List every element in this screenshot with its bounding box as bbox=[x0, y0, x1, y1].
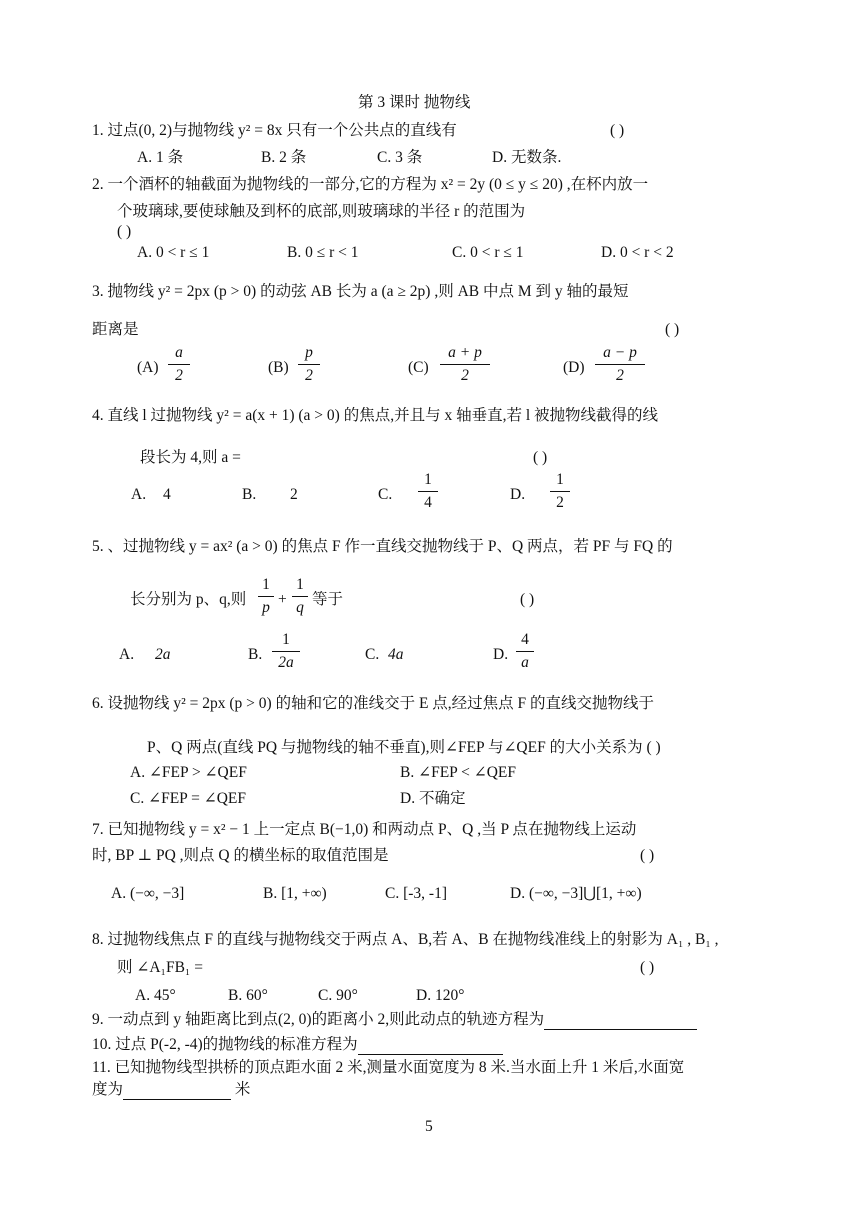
question-5-plus-sign: + bbox=[278, 591, 287, 608]
question-5-option-a-value: 2a bbox=[155, 646, 171, 663]
question-6-line-1: 6. 设抛物线 y² = 2px (p > 0) 的轴和它的准线交于 E 点,经过焦点 F 的直线交抛物线于 bbox=[92, 695, 655, 712]
question-1-option-c: C. 3 条 bbox=[377, 149, 423, 166]
question-8-line-2: 则 ∠A₁FB₁ = bbox=[117, 959, 203, 976]
fraction-denominator: 2 bbox=[461, 367, 469, 384]
question-4-option-d-fraction bbox=[550, 470, 570, 513]
question-6-line-2: P、Q 两点(直线 PQ 与抛物线的轴不垂直),则∠FEP 与∠QEF 的大小关系为 ( ) bbox=[147, 739, 661, 756]
question-2-option-d: D. 0 < r < 2 bbox=[601, 244, 674, 261]
question-3-option-c-fraction bbox=[440, 343, 490, 386]
question-6-option-d: D. 不确定 bbox=[400, 790, 466, 807]
fraction-denominator: 2 bbox=[305, 367, 313, 384]
fraction-numerator: a + p bbox=[448, 344, 482, 361]
question-2-option-c: C. 0 < r ≤ 1 bbox=[452, 244, 524, 261]
question-2-option-b: B. 0 ≤ r < 1 bbox=[287, 244, 359, 261]
question-4-option-d-label: D. bbox=[510, 486, 526, 503]
question-3-option-d-fraction bbox=[595, 343, 645, 386]
fraction-denominator: a bbox=[521, 654, 529, 671]
question-10-answer-blank[interactable] bbox=[358, 1040, 503, 1055]
question-6-option-c: C. ∠FEP = ∠QEF bbox=[130, 790, 246, 807]
question-8-answer-paren: ( ) bbox=[640, 959, 655, 976]
question-5-answer-paren: ( ) bbox=[520, 591, 535, 608]
question-7-line-2: 时, BP ⊥ PQ ,则点 Q 的横坐标的取值范围是 bbox=[92, 847, 389, 864]
question-5-line-2-suffix: 等于 bbox=[312, 591, 344, 608]
question-4-option-a-label: A. bbox=[131, 486, 147, 503]
fraction-denominator: 2 bbox=[556, 494, 564, 511]
question-4-answer-paren: ( ) bbox=[533, 449, 548, 466]
question-8-option-a: A. 45° bbox=[135, 987, 176, 1004]
question-3-option-a-fraction bbox=[168, 343, 190, 386]
question-7-line-1: 7. 已知抛物线 y = x² − 1 上一定点 B(−1,0) 和两动点 P、Q ,当 P 点在抛物线上运动 bbox=[92, 821, 637, 838]
question-2-answer-paren: ( ) bbox=[117, 223, 132, 240]
question-4-line-1: 4. 直线 l 过抛物线 y² = a(x + 1) (a > 0) 的焦点,并且与 x 轴垂直,若 l 被抛物线截得的线 bbox=[92, 407, 659, 424]
fraction-denominator: p bbox=[262, 599, 270, 616]
fraction-numerator: 1 bbox=[556, 471, 564, 488]
question-2-option-a: A. 0 < r ≤ 1 bbox=[137, 244, 210, 261]
question-5-option-b-label: B. bbox=[248, 646, 263, 663]
fraction-numerator: 1 bbox=[262, 576, 270, 593]
question-3-option-c-label: (C) bbox=[408, 359, 429, 376]
question-1-text: 1. 过点(0, 2)与抛物线 y² = 8x 只有一个公共点的直线有 bbox=[92, 122, 457, 139]
question-1-option-d: D. 无数条. bbox=[492, 149, 562, 166]
question-11-line-2 bbox=[92, 1080, 250, 1100]
page-number: 5 bbox=[425, 1118, 433, 1135]
question-5-line-2-prefix: 长分别为 p、q,则 bbox=[130, 591, 247, 608]
question-5-line-1: 5. 、过抛物线 y = ax² (a > 0) 的焦点 F 作一直线交抛物线于 P、Q 两点，若 PF 与 FQ 的 bbox=[92, 538, 673, 555]
question-11-line-1: 11. 已知抛物线型拱桥的顶点距水面 2 米,测量水面宽度为 8 米.当水面上升 1 米后,水面宽 bbox=[92, 1059, 685, 1076]
question-1-option-a: A. 1 条 bbox=[137, 149, 184, 166]
question-5-option-c-label: C. bbox=[365, 646, 380, 663]
question-3-option-a-label: (A) bbox=[137, 359, 159, 376]
question-3-option-b-label: (B) bbox=[268, 359, 289, 376]
question-5-option-c-value: 4a bbox=[388, 646, 404, 663]
page-title: 第 3 课时 抛物线 bbox=[358, 94, 471, 111]
question-8-option-c: C. 90° bbox=[318, 987, 358, 1004]
question-4-option-c-label: C. bbox=[378, 486, 393, 503]
question-9-text bbox=[92, 1010, 697, 1030]
question-4-option-c-fraction bbox=[418, 470, 438, 513]
question-8-line-1: 8. 过抛物线焦点 F 的直线与抛物线交于两点 A、B,若 A、B 在抛物线准线上的射影为 A₁ , B₁ , bbox=[92, 931, 719, 948]
question-5-fraction-1-over-p bbox=[258, 575, 274, 618]
fraction-denominator: 4 bbox=[424, 494, 432, 511]
question-10-text bbox=[92, 1035, 503, 1055]
question-11-answer-blank[interactable] bbox=[123, 1085, 231, 1100]
question-11-line-2-suffix: 米 bbox=[231, 1081, 251, 1098]
fraction-denominator: 2 bbox=[175, 367, 183, 384]
fraction-numerator: 1 bbox=[282, 631, 290, 648]
fraction-denominator: 2 bbox=[616, 367, 624, 384]
question-9-answer-blank[interactable] bbox=[544, 1015, 697, 1030]
question-5-option-a-label: A. bbox=[119, 646, 135, 663]
fraction-numerator: 4 bbox=[521, 631, 529, 648]
fraction-numerator: p bbox=[305, 344, 313, 361]
question-7-option-c: C. [-3, -1] bbox=[385, 885, 447, 902]
fraction-numerator: a − p bbox=[603, 344, 637, 361]
question-2-line-1: 2. 一个酒杯的轴截面为抛物线的一部分,它的方程为 x² = 2y (0 ≤ y ≤ 20) ,在杯内放一 bbox=[92, 176, 649, 193]
question-9-label: 9. 一动点到 y 轴距离比到点(2, 0)的距离小 2,则此动点的轨迹方程为 bbox=[92, 1011, 545, 1028]
question-10-label: 10. 过点 P(-2, -4)的抛物线的标准方程为 bbox=[92, 1036, 358, 1053]
question-4-option-b-value: 2 bbox=[290, 486, 298, 503]
question-8-option-b: B. 60° bbox=[228, 987, 268, 1004]
question-3-line-2: 距离是 bbox=[92, 321, 139, 338]
question-4-option-b-label: B. bbox=[242, 486, 257, 503]
question-4-option-a-value: 4 bbox=[163, 486, 171, 503]
question-4-line-2: 段长为 4,则 a = bbox=[140, 449, 241, 466]
question-1-answer-paren: ( ) bbox=[610, 122, 625, 139]
question-2-line-2: 个玻璃球,要使球触及到杯的底部,则玻璃球的半径 r 的范围为 bbox=[117, 203, 526, 220]
question-8-option-d: D. 120° bbox=[416, 987, 465, 1004]
question-3-line-1: 3. 抛物线 y² = 2px (p > 0) 的动弦 AB 长为 a (a ≥ 2p) ,则 AB 中点 M 到 y 轴的最短 bbox=[92, 283, 629, 300]
question-5-option-d-label: D. bbox=[493, 646, 509, 663]
question-3-option-d-label: (D) bbox=[563, 359, 585, 376]
fraction-denominator: q bbox=[296, 599, 304, 616]
question-7-option-d: D. (−∞, −3]⋃[1, +∞) bbox=[510, 885, 642, 902]
question-7-option-b: B. [1, +∞) bbox=[263, 885, 327, 902]
question-6-option-a: A. ∠FEP > ∠QEF bbox=[130, 764, 247, 781]
question-11-line-2-prefix: 度为 bbox=[92, 1081, 124, 1098]
question-5-fraction-1-over-q bbox=[292, 575, 308, 618]
question-5-option-d-fraction bbox=[516, 630, 534, 673]
question-7-answer-paren: ( ) bbox=[640, 847, 655, 864]
question-7-option-a: A. (−∞, −3] bbox=[111, 885, 185, 902]
question-3-answer-paren: ( ) bbox=[665, 321, 680, 338]
fraction-numerator: 1 bbox=[296, 576, 304, 593]
question-6-option-b: B. ∠FEP < ∠QEF bbox=[400, 764, 516, 781]
fraction-numerator: a bbox=[175, 344, 183, 361]
question-3-option-b-fraction bbox=[298, 343, 320, 386]
fraction-numerator: 1 bbox=[424, 471, 432, 488]
question-5-option-b-fraction bbox=[272, 630, 300, 673]
fraction-denominator: 2a bbox=[278, 654, 294, 671]
question-1-option-b: B. 2 条 bbox=[261, 149, 307, 166]
